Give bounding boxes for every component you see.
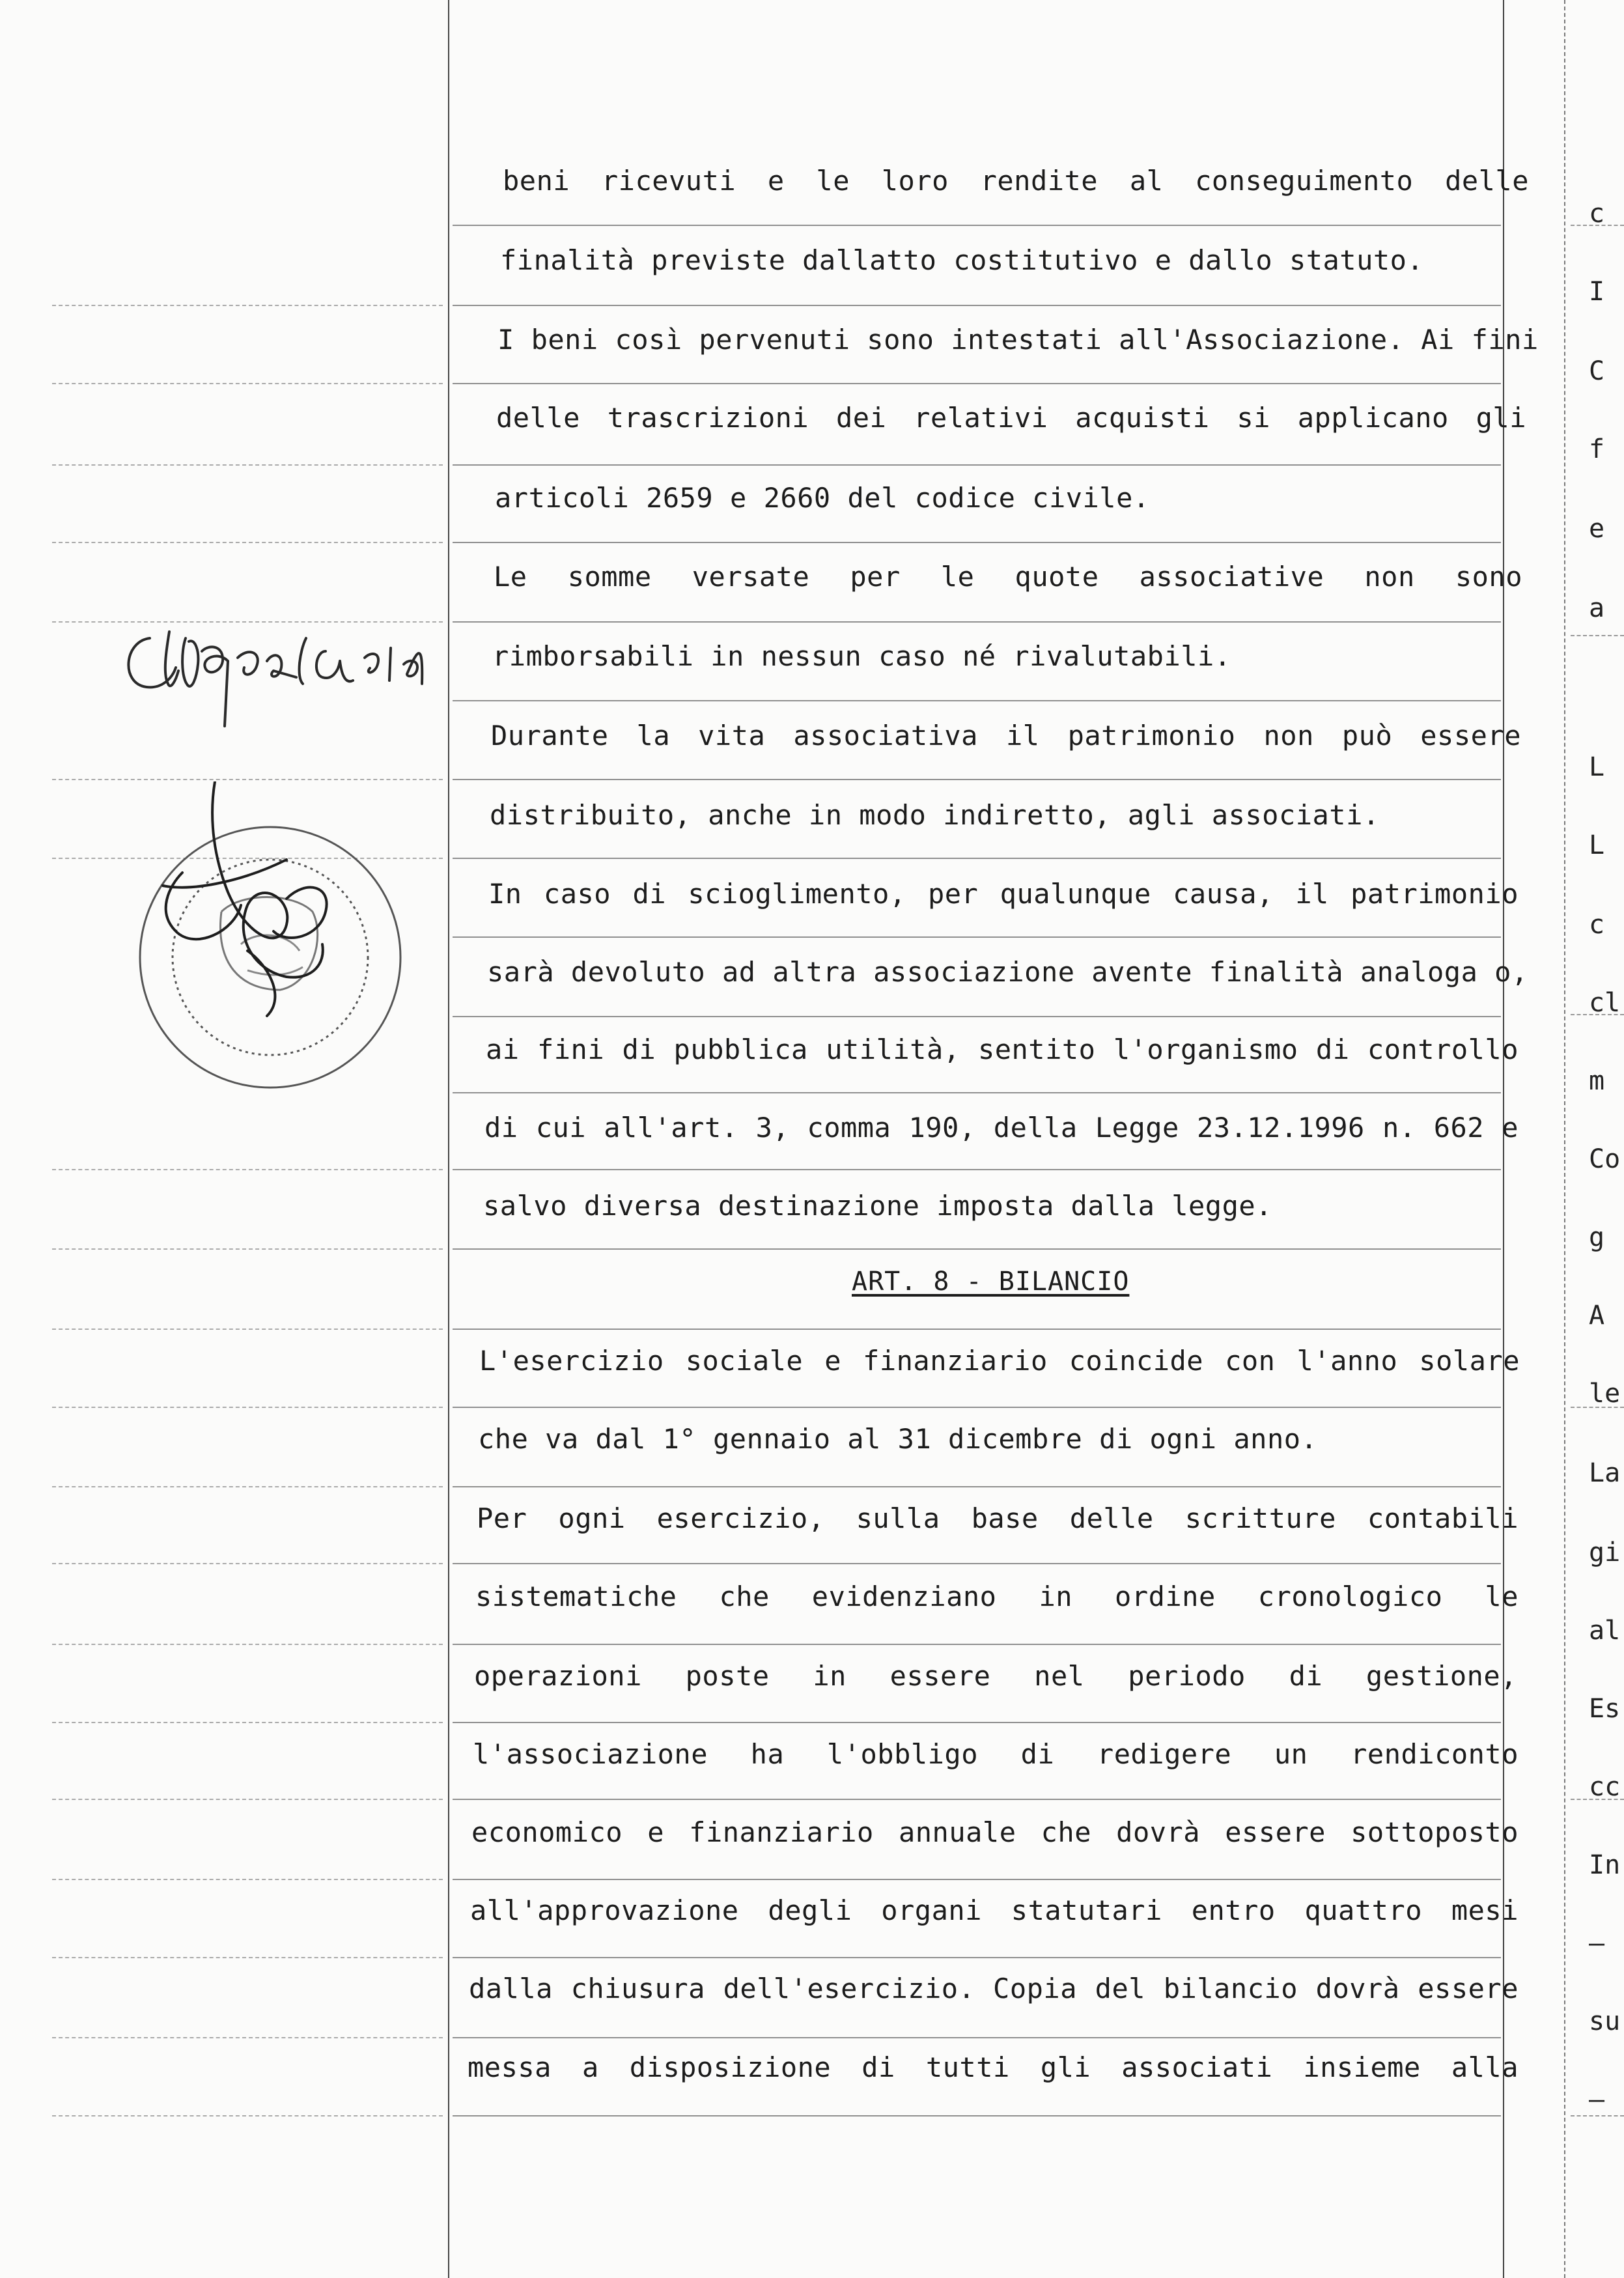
adjacent-page-fragment: – xyxy=(1589,1928,1605,1958)
section-heading: ART. 8 - BILANCIO xyxy=(852,1267,1130,1297)
text-line: distribuito, anche in modo indiretto, agli associati. xyxy=(490,799,1380,831)
ruled-line xyxy=(453,305,1501,306)
adjacent-page-fragment: m xyxy=(1589,1066,1605,1096)
ruled-line xyxy=(453,1799,1501,1800)
handwritten-signature xyxy=(111,612,449,729)
text-line: sistematiche che evidenziano in ordine cronologico le xyxy=(475,1581,1519,1612)
text-line: In caso di scioglimento, per qualunque causa, il patrimonio xyxy=(488,878,1519,910)
adjacent-page-fragment: cl xyxy=(1589,988,1621,1018)
margin-dashed-line xyxy=(52,779,443,780)
ruled-line xyxy=(453,1092,1501,1093)
margin-dashed-line xyxy=(52,1486,443,1487)
edge-dashed-line xyxy=(1571,635,1624,636)
margin-dashed-line xyxy=(52,1248,443,1250)
ruled-line xyxy=(453,464,1501,466)
adjacent-page-fragment: le xyxy=(1589,1379,1621,1409)
text-line: delle trascrizioni dei relativi acquisti si applicano gli xyxy=(496,402,1526,434)
adjacent-page-fragment: Co xyxy=(1589,1144,1621,1174)
text-line: operazioni poste in essere nel periodo di gestione, xyxy=(474,1660,1517,1692)
ruled-line xyxy=(453,1722,1501,1723)
text-line: economico e finanziario annuale che dovrà essere sottoposto xyxy=(471,1816,1519,1848)
margin-dashed-line xyxy=(52,1329,443,1330)
margin-dashed-line xyxy=(52,1563,443,1564)
ruled-line xyxy=(453,1644,1501,1645)
ruled-line xyxy=(453,1879,1501,1880)
ruled-line xyxy=(453,2115,1501,2116)
text-line: dalla chiusura dell'esercizio. Copia del bilancio dovrà essere xyxy=(469,1973,1519,2004)
ruled-line xyxy=(453,858,1501,859)
margin-dashed-line xyxy=(52,383,443,384)
text-line: beni ricevuti e le loro rendite al conseguimento delle xyxy=(503,165,1529,197)
text-line: di cui all'art. 3, comma 190, della Legge 23.12.1996 n. 662 e xyxy=(484,1112,1519,1144)
adjacent-page-fragment: al xyxy=(1589,1616,1621,1646)
ruled-line xyxy=(453,779,1501,780)
margin-dashed-line xyxy=(52,464,443,466)
margin-dashed-line xyxy=(52,2037,443,2038)
margin-dashed-line xyxy=(52,1722,443,1723)
adjacent-page-fragment: gi xyxy=(1589,1538,1621,1568)
text-line: messa a disposizione di tutti gli associati insieme alla xyxy=(468,2051,1519,2083)
text-line: sarà devoluto ad altra associazione avente finalità analoga o, xyxy=(487,956,1528,988)
ruled-line xyxy=(453,700,1501,701)
adjacent-page-fragment: A xyxy=(1589,1301,1605,1330)
ruled-line xyxy=(453,542,1501,543)
text-line: articoli 2659 e 2660 del codice civile. xyxy=(495,482,1150,514)
ruled-line xyxy=(453,1169,1501,1170)
ruled-line xyxy=(453,1486,1501,1487)
adjacent-page-fragment: c xyxy=(1589,199,1605,229)
margin-dashed-line xyxy=(52,305,443,306)
ruled-line xyxy=(453,1563,1501,1564)
adjacent-page-fragment: La xyxy=(1589,1458,1621,1488)
ruled-line xyxy=(453,1329,1501,1330)
ruled-line xyxy=(453,1016,1501,1017)
text-line: Le somme versate per le quote associative non sono xyxy=(494,561,1522,593)
ruled-line xyxy=(453,2037,1501,2038)
next-page-edge-rule xyxy=(1564,0,1565,2278)
adjacent-page-fragment: su xyxy=(1589,2006,1621,2036)
adjacent-page-fragment: C xyxy=(1589,356,1605,386)
margin-dashed-line xyxy=(52,542,443,543)
text-line: all'approvazione degli organi statutari entro quattro mesi xyxy=(470,1894,1519,1926)
adjacent-page-fragment: g xyxy=(1589,1222,1605,1252)
adjacent-page-fragment: – xyxy=(1589,2085,1605,2115)
adjacent-page-fragment: e xyxy=(1589,514,1605,544)
margin-dashed-line xyxy=(52,1799,443,1800)
margin-dashed-line xyxy=(52,1407,443,1408)
rubber-stamp-seal xyxy=(117,781,423,1107)
margin-dashed-line xyxy=(52,2115,443,2116)
ruled-line xyxy=(453,383,1501,384)
adjacent-page-fragment: L xyxy=(1589,752,1605,782)
ruled-line xyxy=(453,1248,1501,1250)
adjacent-page-fragment: a xyxy=(1589,593,1605,623)
adjacent-page-fragment: c xyxy=(1589,910,1605,940)
text-line: rimborsabili in nessun caso né rivalutabili. xyxy=(492,640,1231,672)
text-line: finalità previste dallatto costitutivo e dallo statuto. xyxy=(500,244,1424,276)
text-line: ai fini di pubblica utilità, sentito l'organismo di controllo xyxy=(486,1034,1519,1065)
margin-dashed-line xyxy=(52,1644,443,1645)
adjacent-page-fragment: In xyxy=(1589,1850,1621,1880)
text-line: che va dal 1° gennaio al 31 dicembre di ogni anno. xyxy=(478,1423,1318,1455)
text-line: I beni così pervenuti sono intestati all'Associazione. Ai fini xyxy=(497,324,1539,356)
text-line: l'associazione ha l'obbligo di redigere un rendiconto xyxy=(473,1738,1519,1770)
ruled-line xyxy=(453,1957,1501,1958)
ruled-line xyxy=(453,936,1501,938)
text-line: Durante la vita associativa il patrimonio non può essere xyxy=(491,720,1521,752)
margin-dashed-line xyxy=(52,1169,443,1170)
ruled-line xyxy=(453,621,1501,623)
margin-dashed-line xyxy=(52,1957,443,1958)
text-line: L'esercizio sociale e finanziario coincide con l'anno solare xyxy=(479,1345,1520,1377)
adjacent-page-fragment: cc xyxy=(1589,1772,1621,1802)
text-line: Per ogni esercizio, sulla base delle scritture contabili xyxy=(477,1502,1519,1534)
margin-dashed-line xyxy=(52,1879,443,1880)
ruled-line xyxy=(453,1407,1501,1408)
text-line: salvo diversa destinazione imposta dalla legge. xyxy=(483,1190,1272,1222)
adjacent-page-fragment: L xyxy=(1589,830,1605,860)
left-margin-rule xyxy=(448,0,449,2278)
adjacent-page-fragment: f xyxy=(1589,434,1605,464)
adjacent-page-fragment: Es xyxy=(1589,1694,1621,1724)
adjacent-page-fragment: I xyxy=(1589,277,1605,307)
ruled-line xyxy=(453,225,1501,226)
